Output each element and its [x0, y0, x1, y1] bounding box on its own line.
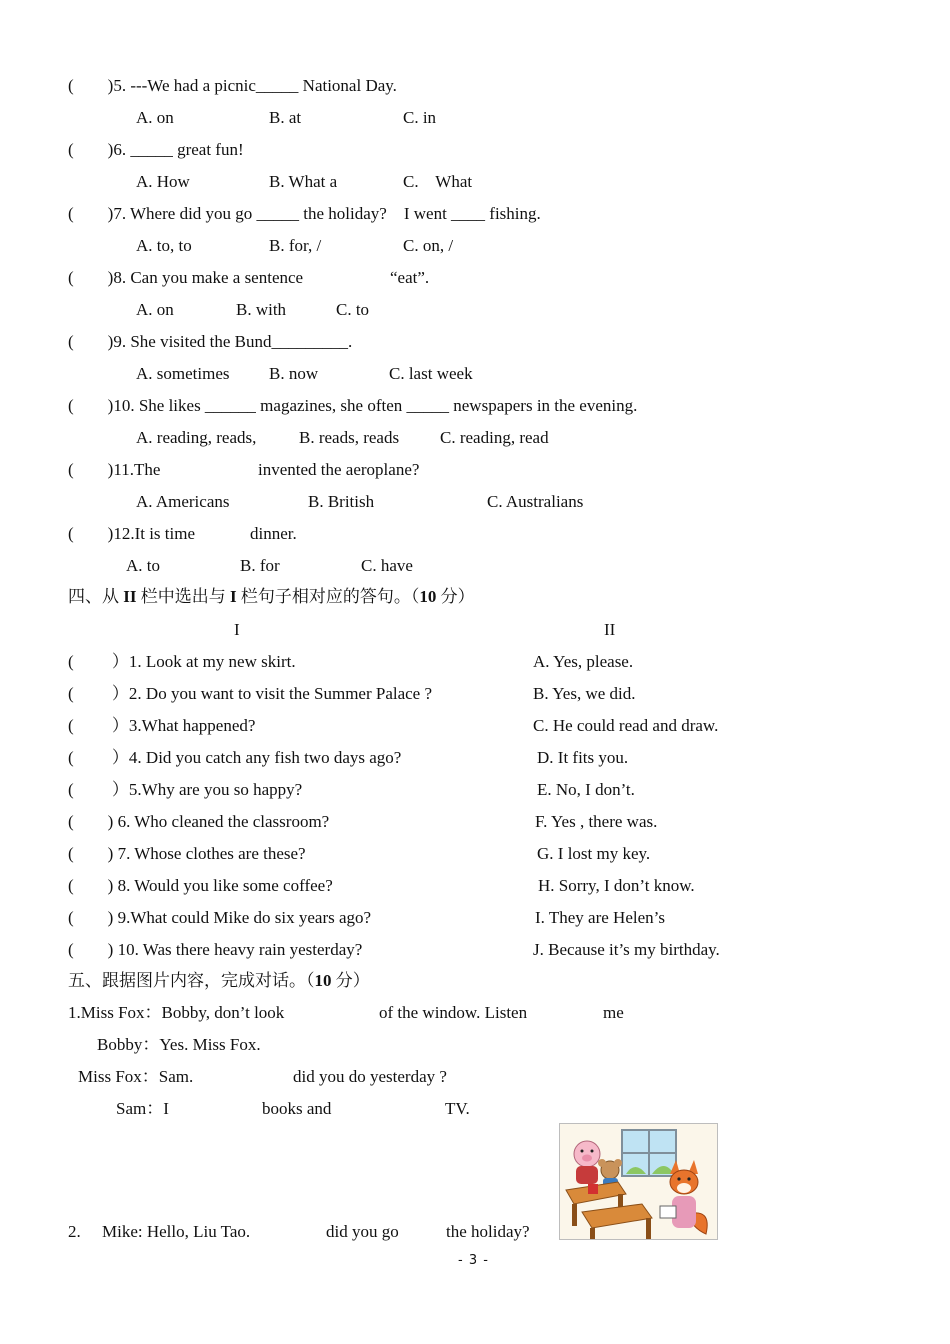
- q12-option-c: C. have: [361, 556, 413, 575]
- dialogue-1-line-1b: of the window. Listen: [379, 1003, 528, 1022]
- q6-option-b: B. What a: [269, 172, 338, 191]
- q10-option-c: C. reading, read: [440, 428, 549, 447]
- q5-option-a: A. on: [136, 108, 174, 127]
- q10-option-b: B. reads, reads: [299, 428, 400, 447]
- q7-option-c: C. on, /: [403, 236, 454, 255]
- match-question: ( ）5.Why are you so happy?: [68, 780, 303, 799]
- column-ii-heading: II: [604, 620, 616, 639]
- match-answer: A. Yes, please.: [533, 652, 634, 671]
- dialogue-1-line-1a: 1.Miss Fox：Bobby, don’t look: [68, 1003, 285, 1022]
- question-11: ( )11.The: [68, 460, 161, 479]
- dialogue-2-line-1b: did you go: [326, 1222, 399, 1241]
- section-4-title: 四、从 II 栏中选出与 I 栏句子相对应的答句。（10 分）: [68, 587, 475, 606]
- q5-option-c: C. in: [403, 108, 437, 127]
- column-i-heading: I: [234, 620, 240, 639]
- match-answer: C. He could read and draw.: [533, 716, 719, 735]
- q7-option-b: B. for, /: [269, 236, 322, 255]
- dialogue-1-line-4c: TV.: [445, 1099, 470, 1118]
- match-question: ( ）3.What happened?: [68, 716, 256, 735]
- bag-icon: [588, 1184, 598, 1194]
- q9-option-c: C. last week: [389, 364, 473, 383]
- match-answer: F. Yes , there was.: [535, 812, 658, 831]
- match-answer: G. I lost my key.: [537, 844, 651, 863]
- match-answer: I. They are Helen’s: [535, 908, 665, 927]
- match-question: ( ）1. Look at my new skirt.: [68, 652, 296, 671]
- match-answer: D. It fits you.: [537, 748, 629, 767]
- question-8-tail: “eat”.: [390, 268, 430, 287]
- question-5: ( )5. ---We had a picnic_____ National Day.: [68, 76, 397, 95]
- dialogue-2-line-1a: 2. Mike: Hello, Liu Tao.: [68, 1222, 251, 1241]
- q8-option-c: C. to: [336, 300, 370, 319]
- q12-option-a: A. to: [126, 556, 160, 575]
- section-5-title: 五、跟据图片内容，完成对话。（10 分）: [68, 971, 370, 990]
- q9-option-b: B. now: [269, 364, 319, 383]
- question-6: ( )6. _____ great fun!: [68, 140, 244, 159]
- dialogue-1-line-1c: me: [603, 1003, 624, 1022]
- window-icon: [622, 1130, 676, 1176]
- match-question: ( ) 7. Whose clothes are these?: [68, 844, 306, 863]
- dialogue-1-line-3b: did you do yesterday ?: [293, 1067, 447, 1086]
- question-12-tail: dinner.: [250, 524, 297, 543]
- question-10: ( )10. She likes ______ magazines, she often _____ newspapers in the evening.: [68, 396, 638, 415]
- q8-option-a: A. on: [136, 300, 174, 319]
- match-answer: B. Yes, we did.: [533, 684, 636, 703]
- match-question: ( ) 8. Would you like some coffee?: [68, 876, 333, 895]
- question-11-tail: invented the aeroplane?: [258, 460, 420, 479]
- page-number: - 3 -: [458, 1253, 489, 1268]
- match-answer: J. Because it’s my birthday.: [533, 940, 720, 959]
- match-question: ( ）4. Did you catch any fish two days ago?: [68, 748, 402, 767]
- q11-option-a: A. Americans: [136, 492, 230, 511]
- q6-option-c: C. What: [403, 172, 473, 191]
- question-9: ( )9. She visited the Bund_________.: [68, 332, 353, 351]
- q12-option-b: B. for: [240, 556, 280, 575]
- match-question: ( ) 9.What could Mike do six years ago?: [68, 908, 372, 927]
- q8-option-b: B. with: [236, 300, 287, 319]
- q5-option-b: B. at: [269, 108, 302, 127]
- q11-option-c: C. Australians: [487, 492, 584, 511]
- q7-option-a: A. to, to: [136, 236, 192, 255]
- dialogue-1-line-4b: books and: [262, 1099, 332, 1118]
- dialogue-1-line-3a: Miss Fox：Sam.: [78, 1067, 194, 1086]
- match-question: ( ) 6. Who cleaned the classroom?: [68, 812, 330, 831]
- match-answer: H. Sorry, I don’t know.: [538, 876, 695, 895]
- classroom-illustration: [559, 1123, 718, 1240]
- q9-option-a: A. sometimes: [136, 364, 230, 383]
- dialogue-2-line-1c: the holiday?: [446, 1222, 530, 1241]
- pig-student-icon: [574, 1141, 600, 1184]
- match-question: ( ) 10. Was there heavy rain yesterday?: [68, 940, 363, 959]
- match-question: ( ）2. Do you want to visit the Summer Palace ?: [68, 684, 433, 703]
- question-7: ( )7. Where did you go _____ the holiday? I went ____ fishing.: [68, 204, 541, 223]
- dialogue-1-line-4a: Sam：I: [116, 1099, 169, 1118]
- q10-option-a: A. reading, reads,: [136, 428, 257, 447]
- match-answer: E. No, I don’t.: [537, 780, 635, 799]
- question-8: ( )8. Can you make a sentence: [68, 268, 304, 287]
- dialogue-1-line-2: Bobby：Yes. Miss Fox.: [97, 1035, 261, 1054]
- question-12: ( )12.It is time: [68, 524, 196, 543]
- q11-option-b: B. British: [308, 492, 375, 511]
- q6-option-a: A. How: [136, 172, 190, 191]
